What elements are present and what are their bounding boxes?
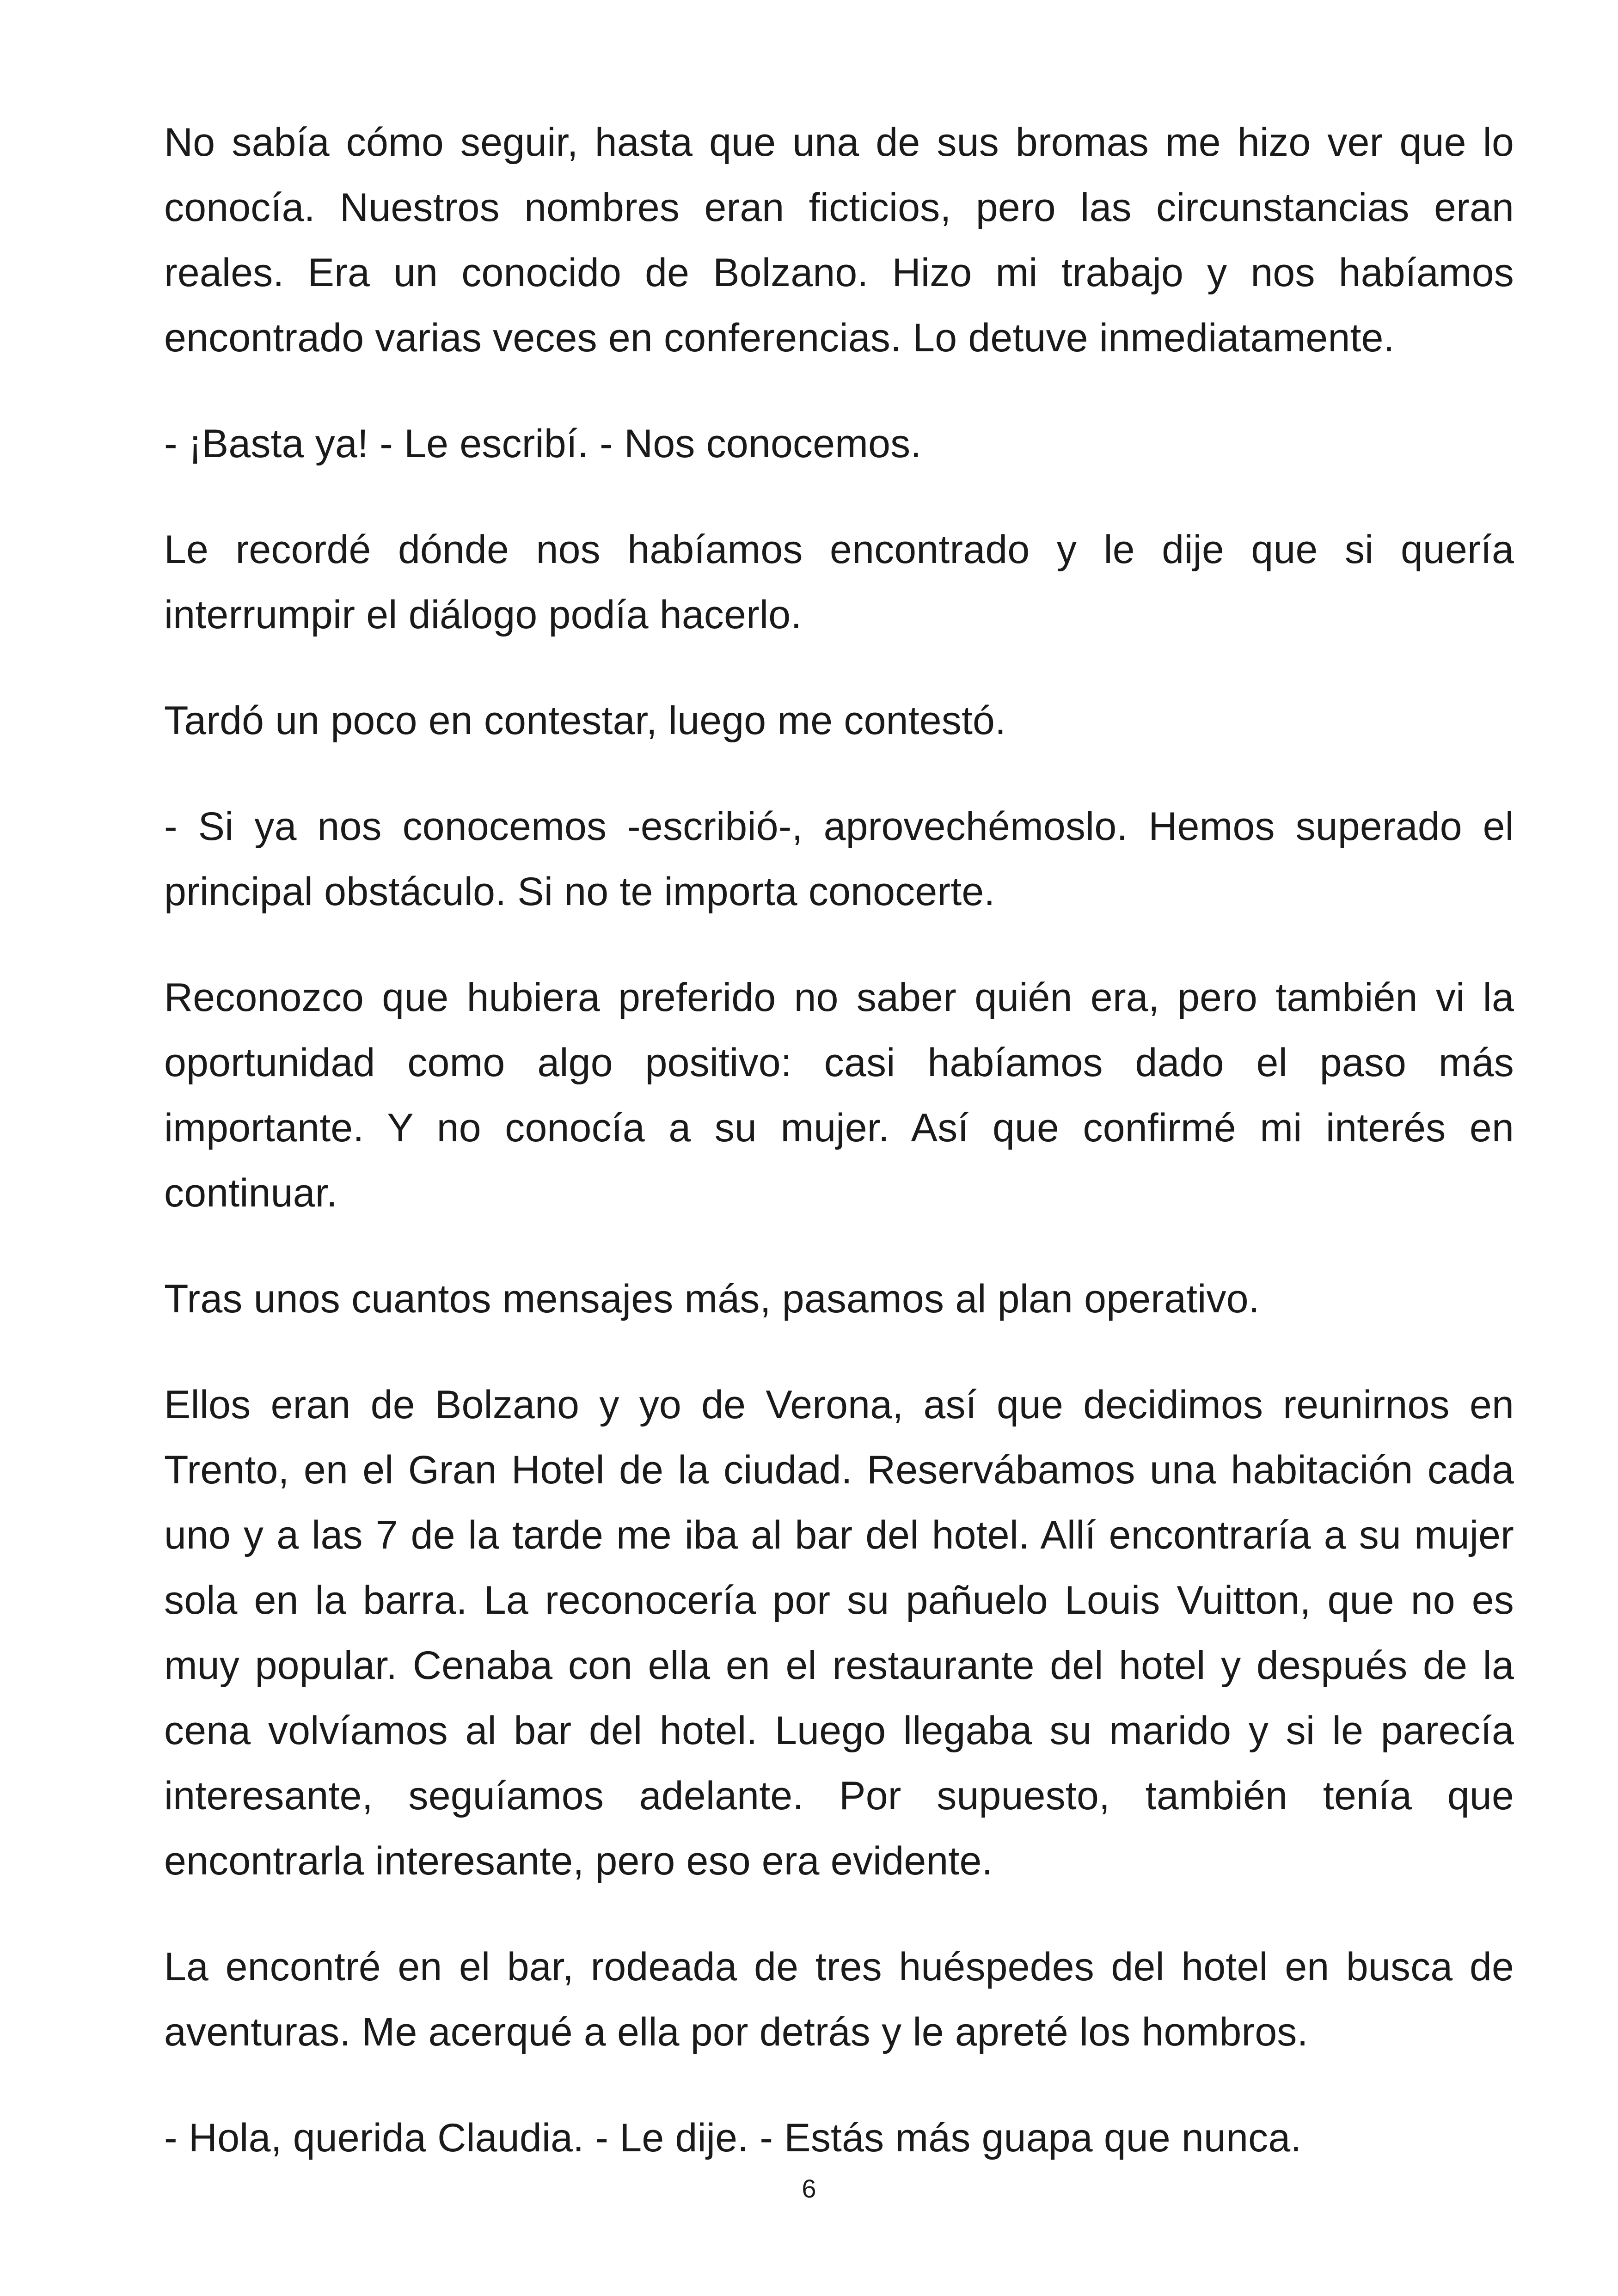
paragraph: Tras unos cuantos mensajes más, pasamos al plan operativo. xyxy=(164,1277,1260,1321)
document-body xyxy=(164,110,1514,2211)
paragraph: Ellos eran de Bolzano y yo de Verona, así que decidimos reunirnos en Trento, en el Gran Hotel de la ciudad. Reservábamos una habitación cada uno y a las 7 de la tarde me iba al bar del hotel. Allí encontraría a su mujer sola en la barra. La reconocería por su pañuelo Louis Vuitton, que no es muy popular. Cenaba con ella en el restaurante del hotel y después de la cena volvíamos al bar del hotel. Luego llegaba su marido y si le parecía interesante, seguíamos adelante. Por supuesto, también tenía que encontrarla interesante, pero eso era evidente. xyxy=(164,1383,1514,1883)
paragraph: Tardó un poco en contestar, luego me contestó. xyxy=(164,698,1006,743)
paragraph: No sabía cómo seguir, hasta que una de sus bromas me hizo ver que lo conocía. Nuestros nombres eran ficticios, pero las circunstancias eran reales. Era un conocido de Bolzano. Hizo mi trabajo y nos habíamos encontrado varias veces en conferencias. Lo detuve inmediatamente. xyxy=(164,120,1514,360)
paragraph: - Si ya nos conocemos -escribió-, aprovechémoslo. Hemos superado el principal obstáculo. Si no te importa conocerte. xyxy=(164,804,1514,914)
paragraph: Le recordé dónde nos habíamos encontrado y le dije que si quería interrumpir el diálogo podía hacerlo. xyxy=(164,527,1514,637)
page-number: 6 xyxy=(802,2174,816,2203)
paragraph: - ¡Basta ya! - Le escribí. - Nos conocemos. xyxy=(164,422,922,466)
paragraph: Reconozco que hubiera preferido no saber quién era, pero también vi la oportunidad como algo positivo: casi habíamos dado el paso más importante. Y no conocía a su mujer. Así que confirmé mi interés en continuar. xyxy=(164,975,1514,1215)
paragraph: - Hola, querida Claudia. - Le dije. - Estás más guapa que nunca. xyxy=(164,2116,1302,2160)
paragraph: La encontré en el bar, rodeada de tres huéspedes del hotel en busca de aventuras. Me acerqué a ella por detrás y le apreté los hombros. xyxy=(164,1945,1514,2054)
